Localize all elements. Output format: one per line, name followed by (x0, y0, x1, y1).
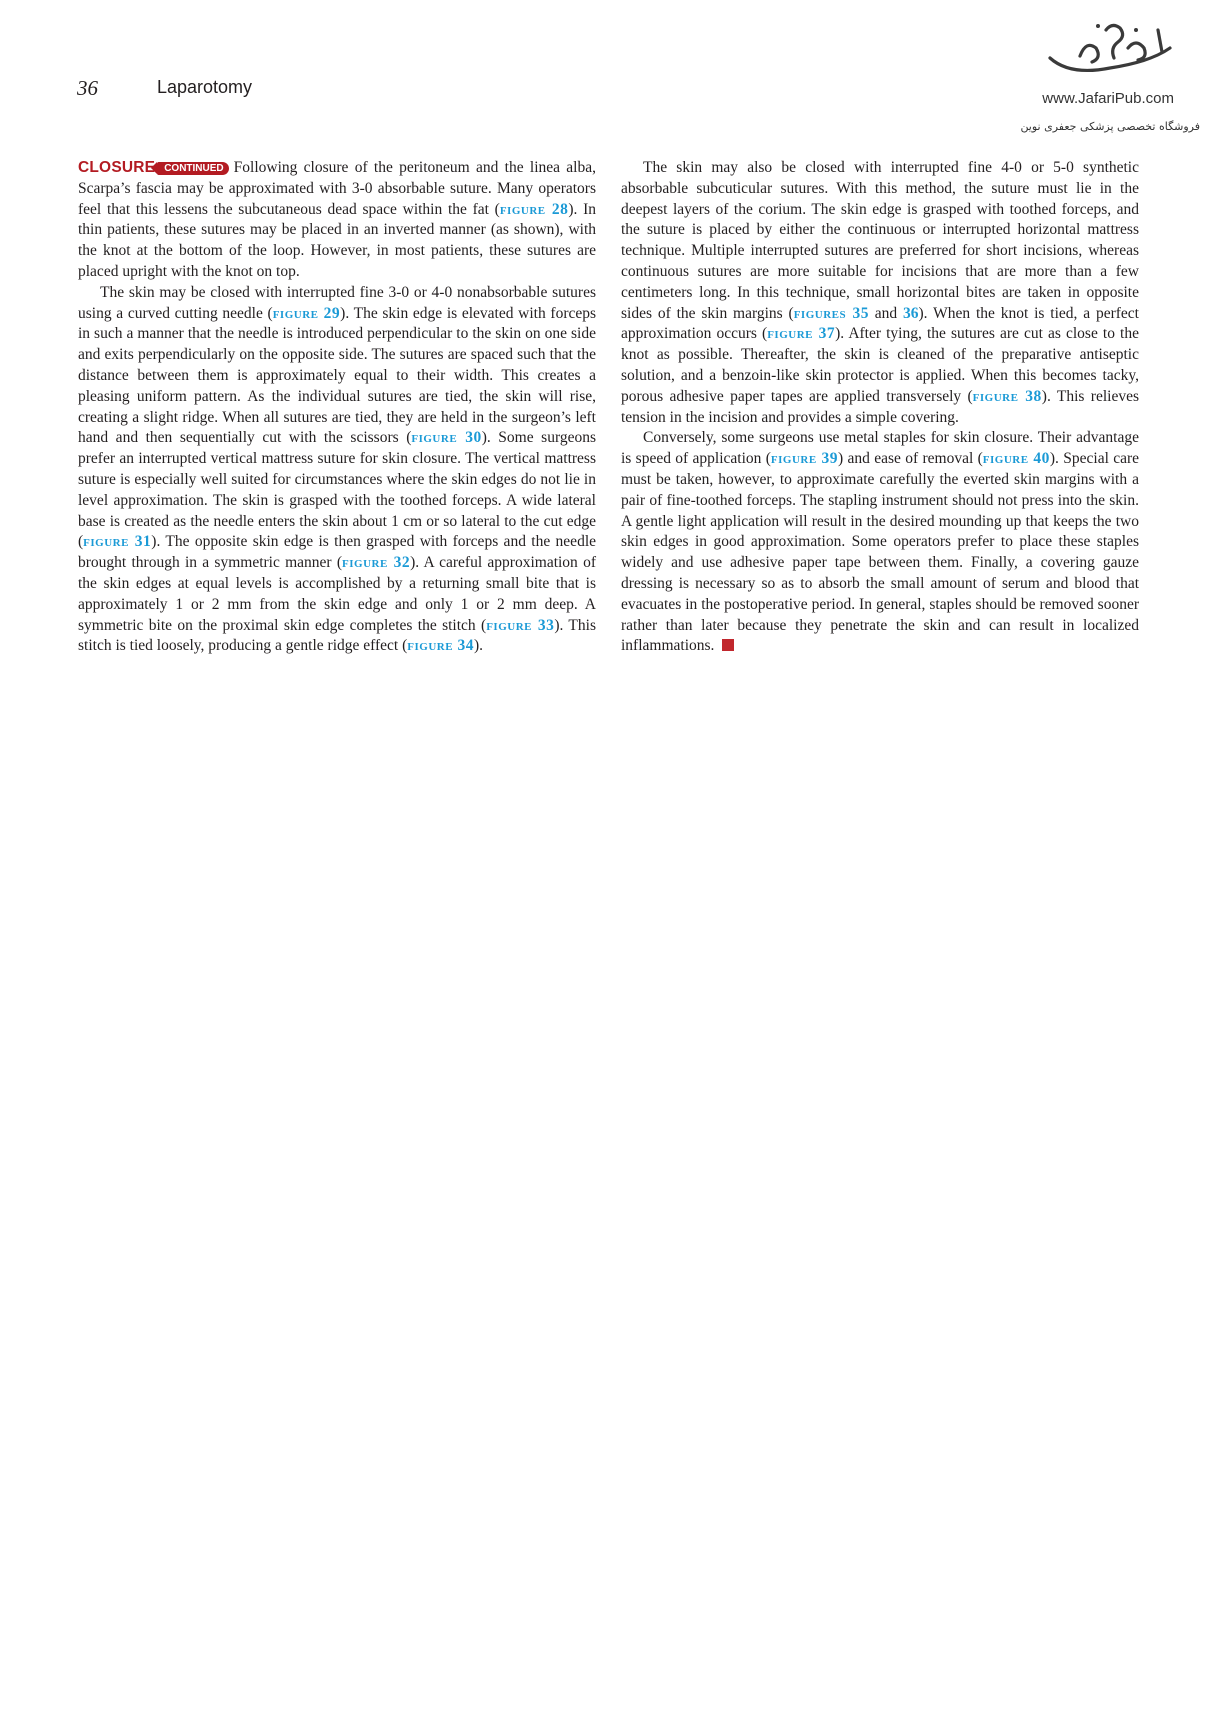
figure-ref[interactable]: figure 29 (272, 304, 341, 322)
text-run: ) and ease of removal ( (838, 450, 983, 468)
publisher-tagline: فروشگاه تخصصی پزشکی جعفری نوین (1020, 120, 1200, 133)
text-run: ). When the knot is tied, a perfect approximation occurs ( (621, 304, 1139, 343)
running-head: Laparotomy (157, 77, 253, 97)
text-run: ). This relieves tension in the incision and provides a simple covering. (621, 387, 1139, 426)
text-run: and (868, 304, 904, 322)
text-run: ). The opposite skin edge is then grasped with forceps and the needle brought through in a symmetric manner ( (78, 533, 596, 572)
text-run: ). The skin edge is elevated with forceps in such a manner that the needle is introduced perpendicular to the skin on one side and exits perpendicularly on the opposite side. The sutures are spaced such that the distance between them is approximately equal to their width. This creates a pleasing uniform pattern. As the individual sutures are tied, the skin will rise, creating a slight ridge. When all sutures are tied, they are held in the surgeon’s left hand and then sequentially cut with the scissors ( (78, 304, 597, 447)
text-run: Conversely, some surgeons use metal staples for skin closure. Their advantage is speed of application ( (621, 429, 1139, 468)
calligraphy-logo-icon (1040, 18, 1180, 80)
right-column (621, 158, 1139, 657)
publisher-url[interactable]: www.JafariPub.com (1042, 90, 1174, 107)
continued-badge: CONTINUED (157, 162, 228, 175)
figure-ref[interactable]: figure 32 (342, 554, 411, 572)
figure-ref[interactable]: figure 37 (767, 325, 836, 343)
figure-ref[interactable]: figure 40 (982, 450, 1050, 468)
figure-ref[interactable]: 36 (903, 304, 919, 322)
text-run: ). Special care must be taken, however, to approximate carefully the everted skin margins with a pair of fine-toothed forceps. The stapling instrument should not press into the skin. A gentle light application will result in the desired mounding up that keeps the two skin edges in good approximation. Some operators prefer to place these staples widely and use adhesive paper tape between them. Finally, a covering gauze dressing is necessary so as to absorb the small amount of serum and blood that evacuates in the postoperative period. In general, staples should be removed sooner rather than later because they penetrate the skin and can result in localized inflammations. (621, 450, 1140, 655)
text-run: The skin may also be closed with interrupted fine 4-0 or 5-0 synthetic absorbable subcuticular sutures. With this method, the suture must lie in the deepest layers of the corium. The skin edge is grasped with toothed forceps, and the suture is placed by either the continuous or interrupted horizontal mattress technique. Multiple interrupted sutures are preferred for short incisions, whereas continuous sutures are more suitable for incisions that are more than a few centimeters long. In this technique, small horizontal bites are taken in opposite sides of the skin margins ( (621, 159, 1139, 322)
text-run: ). (473, 637, 483, 655)
section-heading: CLOSURE (78, 159, 156, 176)
paragraph (621, 158, 1139, 428)
text-run: Following closure of the peritoneum and the linea alba, Scarpa’s fascia may be approximated with 3-0 absorbable suture. Many operators feel that this lessens the subcutaneous dead space within the fat ( (78, 159, 596, 218)
figure-ref[interactable]: figures 35 (793, 304, 869, 322)
text-run: The skin may be closed with interrupted fine 3-0 or 4-0 nonabsorbable sutures using a curved cutting needle ( (78, 283, 596, 322)
figure-ref[interactable]: figure 33 (486, 616, 555, 634)
figure-ref[interactable]: figure 30 (411, 429, 482, 447)
text-run: ). A careful approximation of the skin edges at equal levels is accomplished by a returning small bite that is approximately 1 or 2 mm from the skin edge and only 1 or 2 mm deep. A symmetric bite on the proximal skin edge completes the stitch ( (78, 554, 596, 634)
paragraph (78, 158, 596, 283)
text-run: ). In thin patients, these sutures may be placed in an inverted manner (as shown), with the knot at the bottom of the loop. However, in most patients, these sutures are placed upright with the knot on top. (78, 200, 596, 280)
text-run: ). After tying, the sutures are cut as close to the knot as possible. Thereafter, the skin is cleaned of the preparative antiseptic solution, and a benzoin-like skin protector is applied. When this becomes tacky, porous adhesive paper tapes are applied transversely ( (621, 325, 1139, 405)
figure-ref[interactable]: figure 28 (499, 200, 569, 218)
figure-ref[interactable]: figure 31 (83, 533, 152, 551)
text-run: ). Some surgeons prefer an interrupted vertical mattress suture for skin closure. The vertical mattress suture is especially well suited for circumstances where the skin edges do not lie in level approximation. The skin is grasped with the toothed forceps. A wide lateral base is created as the needle enters the skin about 1 cm or so lateral to the cut edge ( (78, 429, 597, 551)
end-of-section-icon (722, 639, 734, 651)
page-number: 36 (77, 76, 98, 100)
figure-ref[interactable]: figure 34 (407, 637, 474, 655)
publisher-logo (1010, 18, 1210, 140)
text-run: ). This stitch is tied loosely, producing a gentle ridge effect ( (78, 616, 596, 655)
paragraph (78, 283, 596, 657)
paragraph (621, 428, 1139, 657)
left-column (78, 158, 596, 657)
figure-ref[interactable]: figure 38 (972, 387, 1042, 405)
figure-ref[interactable]: figure 39 (770, 450, 839, 468)
